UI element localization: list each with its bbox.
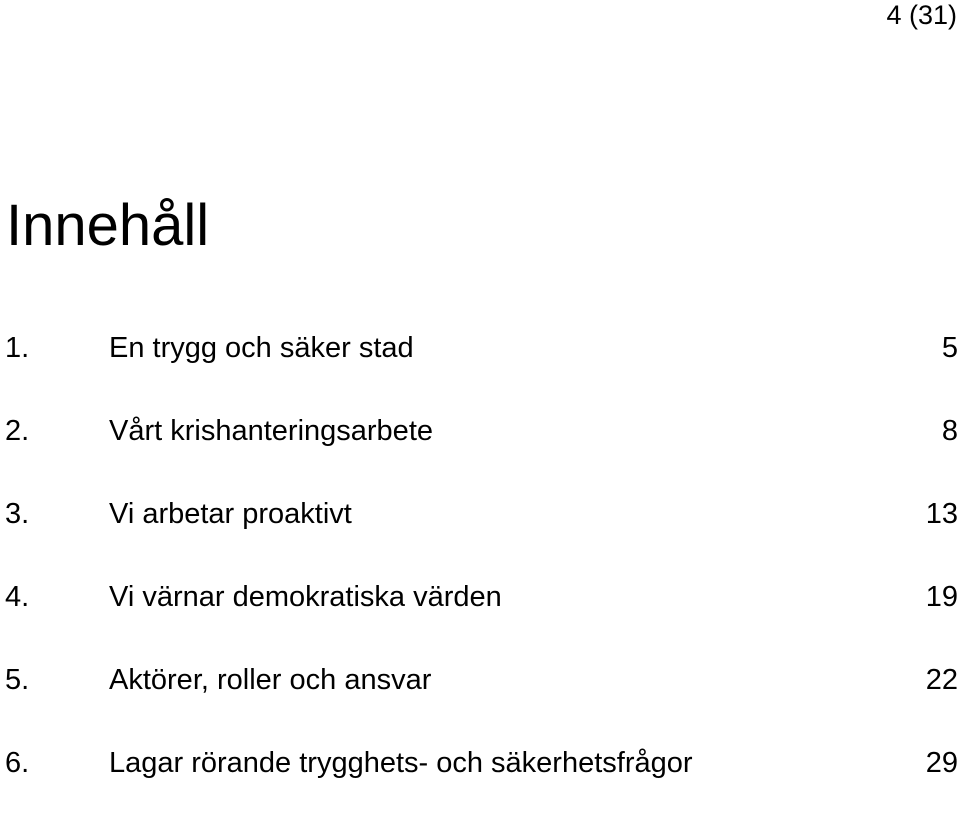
toc-entry-title: Vi värnar demokratiska värden xyxy=(109,581,502,613)
toc-entry-4[interactable] xyxy=(0,579,960,662)
toc-entry-page: 22 xyxy=(925,664,958,696)
toc-entry-page: 13 xyxy=(925,498,958,530)
toc-entry-6[interactable] xyxy=(0,745,960,828)
toc-entry-number: 1. xyxy=(5,332,30,364)
table-of-contents xyxy=(0,330,960,828)
toc-entry-title: Lagar rörande trygghets- och säkerhetsfrågor xyxy=(109,747,693,779)
toc-entry-page: 5 xyxy=(941,332,958,364)
toc-entry-3[interactable] xyxy=(0,496,960,579)
toc-entry-page: 19 xyxy=(925,581,958,613)
toc-entry-number: 4. xyxy=(5,581,30,613)
toc-entry-1[interactable] xyxy=(0,330,960,413)
toc-entry-title: Vårt krishanteringsarbete xyxy=(109,415,433,447)
toc-entry-title: En trygg och säker stad xyxy=(109,332,414,364)
page-title: Innehåll xyxy=(6,193,210,258)
toc-entry-number: 5. xyxy=(5,664,30,696)
toc-entry-number: 6. xyxy=(5,747,30,779)
toc-entry-title: Aktörer, roller och ansvar xyxy=(109,664,432,696)
page-number: 4 (31) xyxy=(886,0,957,30)
toc-entry-number: 2. xyxy=(5,415,30,447)
toc-entry-page: 29 xyxy=(925,747,958,779)
toc-entry-2[interactable] xyxy=(0,413,960,496)
toc-entry-5[interactable] xyxy=(0,662,960,745)
toc-entry-title: Vi arbetar proaktivt xyxy=(109,498,352,530)
toc-entry-number: 3. xyxy=(5,498,30,530)
toc-entry-page: 8 xyxy=(941,415,958,447)
